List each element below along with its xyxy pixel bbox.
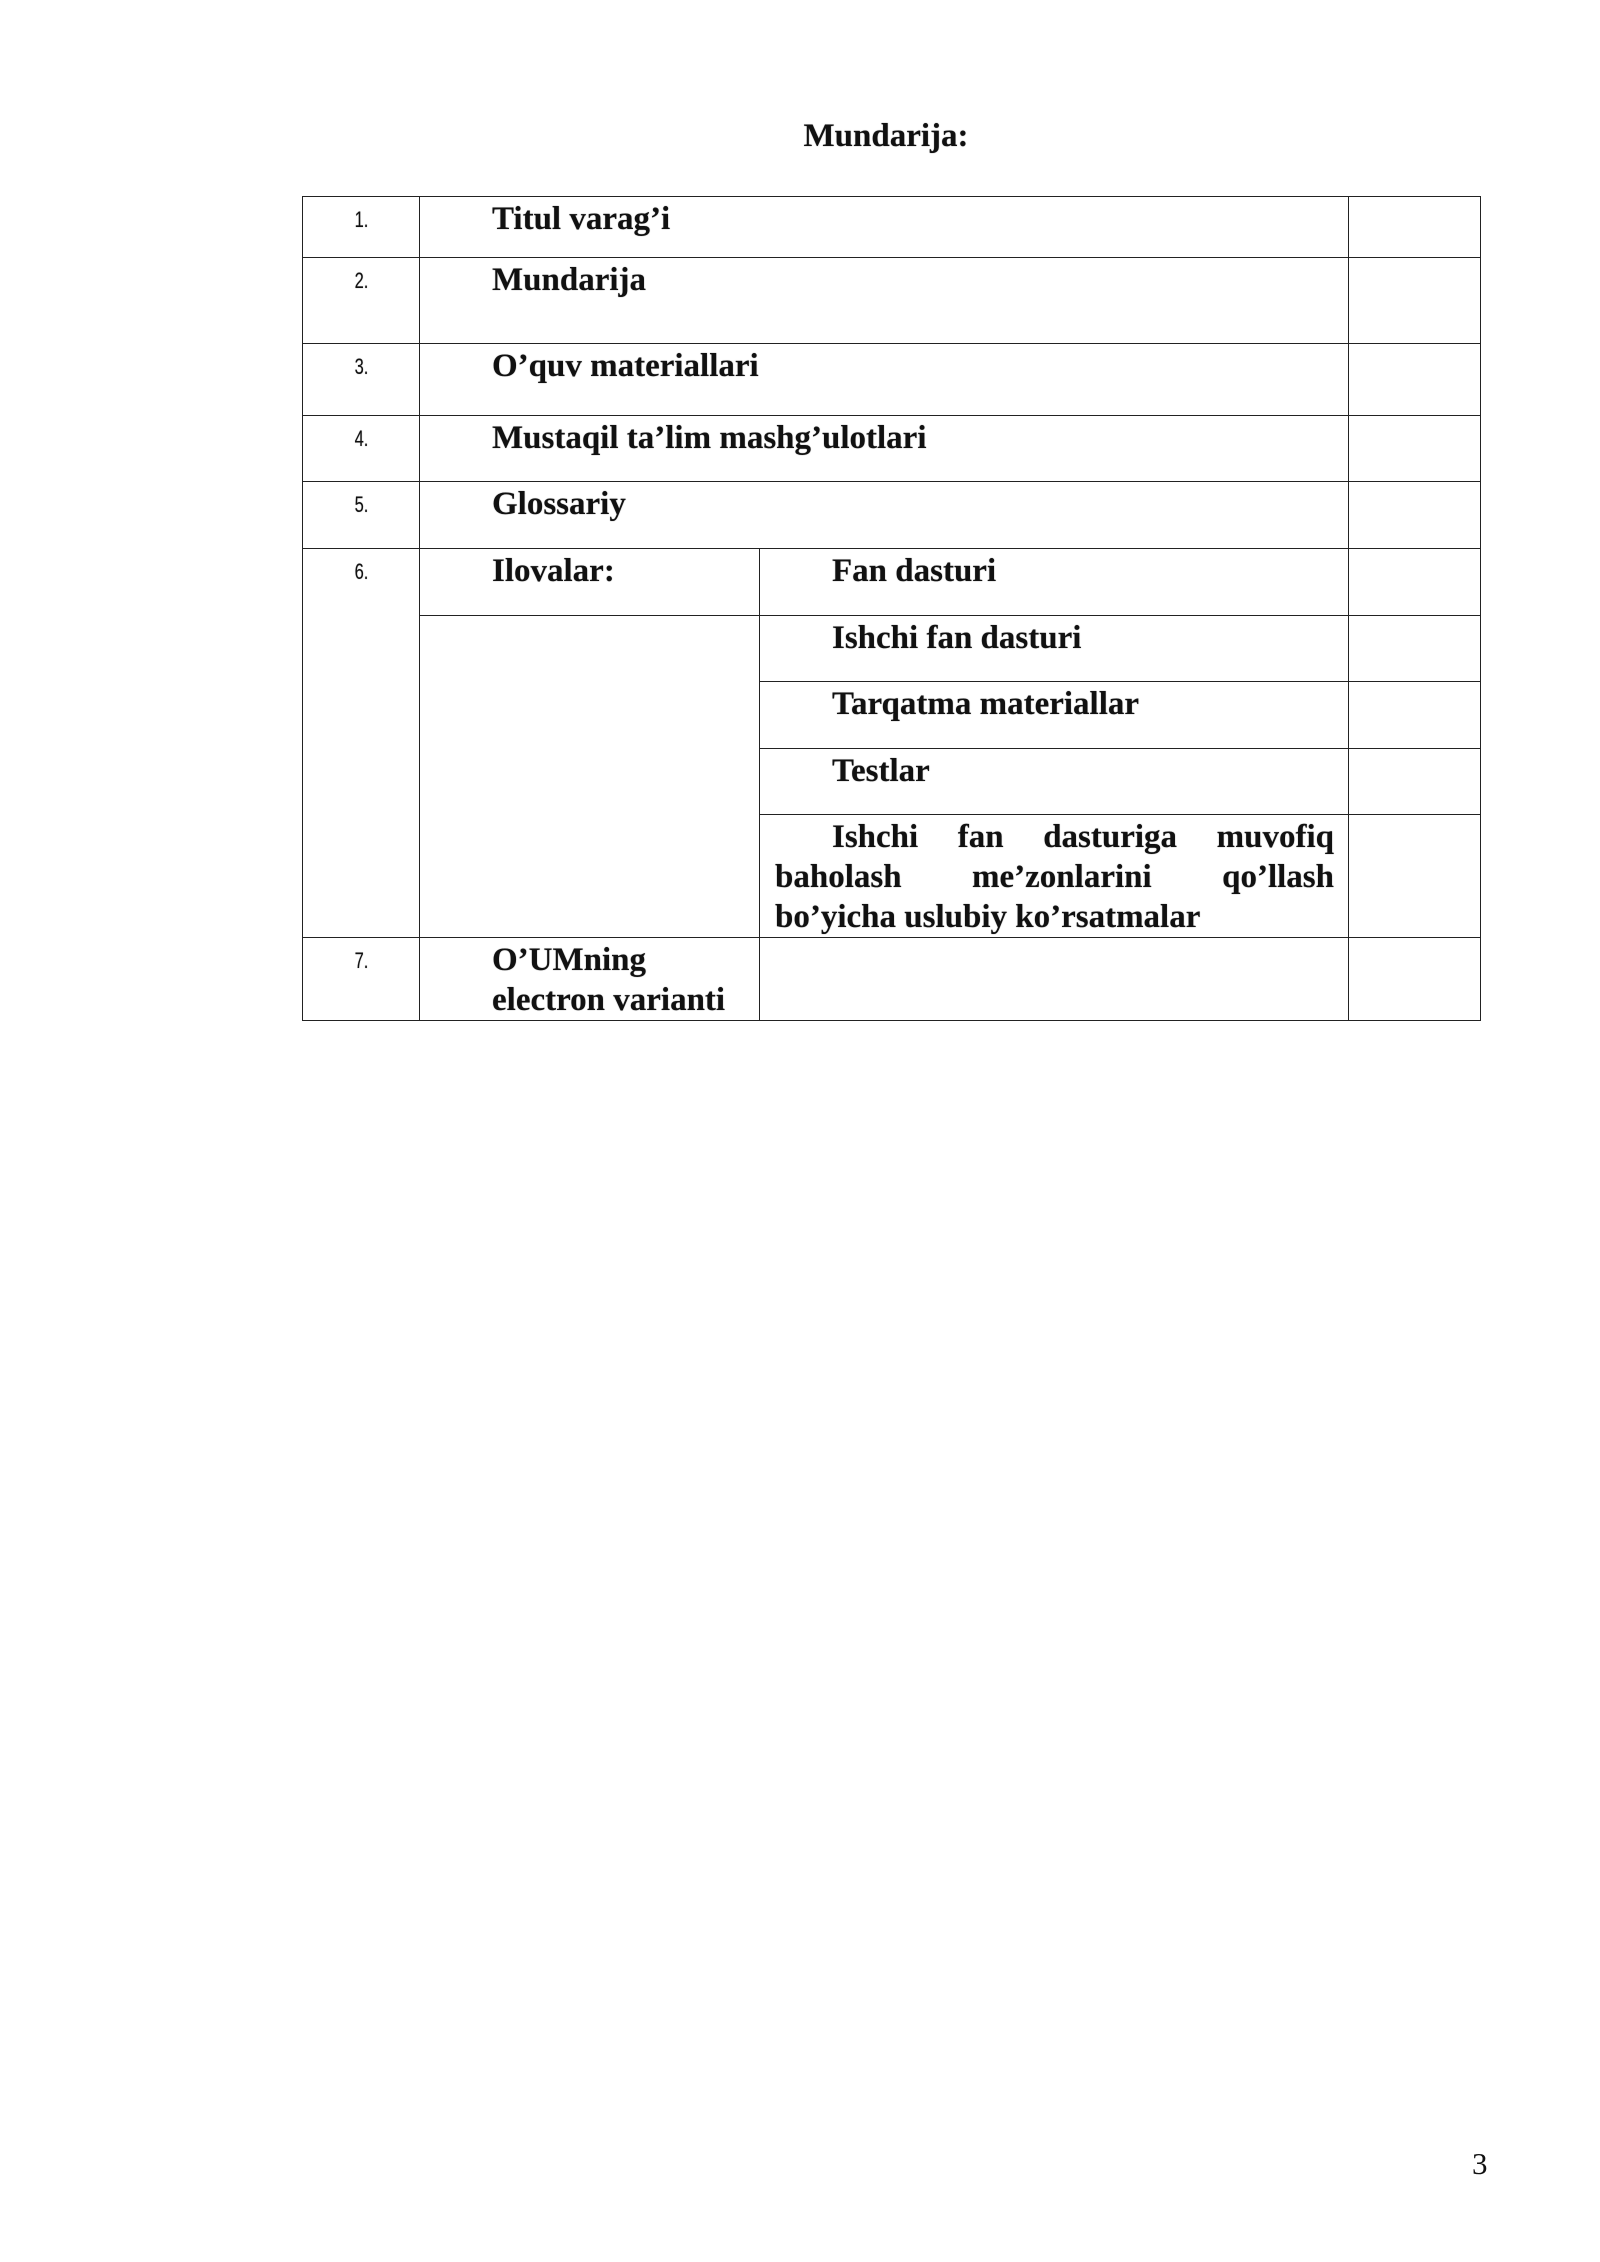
appendix-label: Ilovalar:	[492, 553, 615, 589]
table-row	[303, 549, 1481, 616]
row-number: 7.	[317, 938, 405, 1021]
page-cell	[1349, 482, 1481, 549]
row-number: 1.	[317, 197, 405, 258]
page-cell	[1349, 749, 1481, 815]
appendix-item: Ishchi fan dasturiga muvofiq baholash me’zonlarini qo’llash bo’yicha uslubiy ko’rsatmalar	[775, 819, 1334, 935]
row-number: 5.	[317, 482, 405, 549]
table-row	[303, 197, 1481, 258]
page-cell	[1349, 682, 1481, 749]
appendix-item-cell	[760, 549, 1349, 616]
row-label-cell	[420, 344, 1349, 416]
row-label: O’quv materiallari	[492, 348, 759, 384]
row-number: 6.	[317, 549, 405, 938]
appendix-item: Tarqatma materiallar	[832, 686, 1140, 722]
row-label: Glossariy	[492, 486, 626, 522]
page-cell	[1349, 344, 1481, 416]
page-cell	[1349, 416, 1481, 482]
table-row	[303, 258, 1481, 344]
page-cell	[1349, 197, 1481, 258]
table-row	[303, 416, 1481, 482]
page-cell	[1349, 549, 1481, 616]
page-cell	[1349, 258, 1481, 344]
table-row	[303, 482, 1481, 549]
page-cell	[1349, 938, 1481, 1021]
appendix-item: Ishchi fan dasturi	[832, 620, 1082, 656]
row-label: Titul varag’i	[492, 201, 671, 237]
table-of-contents	[302, 196, 1481, 1021]
row-number: 3.	[317, 344, 405, 416]
row-label: Mundarija	[492, 262, 647, 298]
row-number: 4.	[317, 416, 405, 482]
page-number: 3	[1472, 2146, 1488, 2181]
table-row	[303, 938, 1481, 1021]
appendix-item: Testlar	[832, 753, 930, 789]
row-label-cell	[420, 938, 760, 1021]
empty-cell	[420, 616, 760, 938]
empty-cell	[760, 938, 1349, 1021]
appendix-item-cell	[760, 616, 1349, 682]
appendix-item: Fan dasturi	[832, 553, 997, 589]
row-label-cell	[420, 549, 760, 616]
appendix-item-cell	[760, 815, 1349, 938]
row-label-cell	[420, 416, 1349, 482]
row-label-cell	[420, 258, 1349, 344]
page-title: Mundarija:	[803, 118, 969, 154]
appendix-item-cell	[760, 749, 1349, 815]
row-label: O’UMning electron varianti	[492, 942, 726, 1018]
table-row	[303, 344, 1481, 416]
page-cell	[1349, 815, 1481, 938]
appendix-item-cell	[760, 682, 1349, 749]
row-label: Mustaqil ta’lim mashg’ulotlari	[492, 420, 927, 456]
table-row	[303, 616, 1481, 682]
row-number: 2.	[317, 258, 405, 344]
row-label-cell	[420, 482, 1349, 549]
page-cell	[1349, 616, 1481, 682]
row-label-cell	[420, 197, 1349, 258]
